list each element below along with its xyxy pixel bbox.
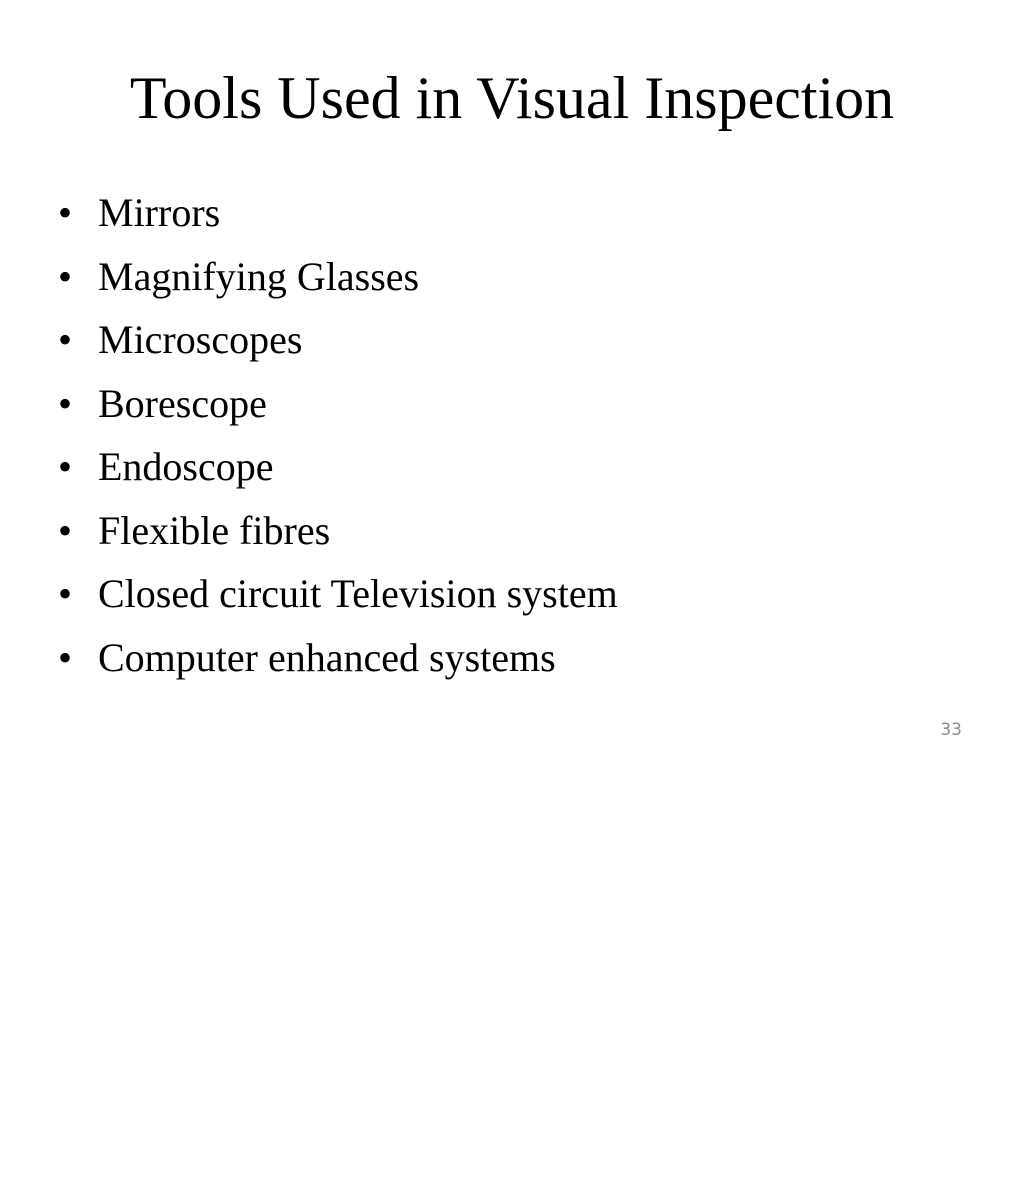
list-item [58,377,618,441]
list-item [58,250,618,314]
list-item [58,504,618,568]
list-item-text: Computer enhanced systems [98,634,556,680]
page-number: 33 [940,720,962,740]
bullet-icon: • [58,571,73,616]
list-item [58,567,618,631]
bullet-icon: • [58,634,73,680]
slide-title: Tools Used in Visual Inspection [129,65,895,131]
list-item [58,313,618,377]
list-item [58,631,618,695]
bullet-icon: • [58,317,73,362]
list-item-text: Flexible fibres [98,507,331,553]
list-item [58,440,618,504]
list-item-text: Endoscope [98,444,274,489]
list-item-text: Magnifying Glasses [98,253,420,299]
bullet-icon: • [58,253,73,299]
list-item-text: Closed circuit Television system [98,571,618,616]
list-item-text: Mirrors [98,190,221,235]
bullet-icon: • [58,507,73,553]
list-item-text: Microscopes [98,317,303,362]
list-item-text: Borescope [98,380,267,426]
bullet-icon: • [58,190,73,235]
bullet-icon: • [58,380,73,426]
list-item [58,186,618,250]
bullet-list [58,186,618,694]
bullet-icon: • [58,444,73,489]
